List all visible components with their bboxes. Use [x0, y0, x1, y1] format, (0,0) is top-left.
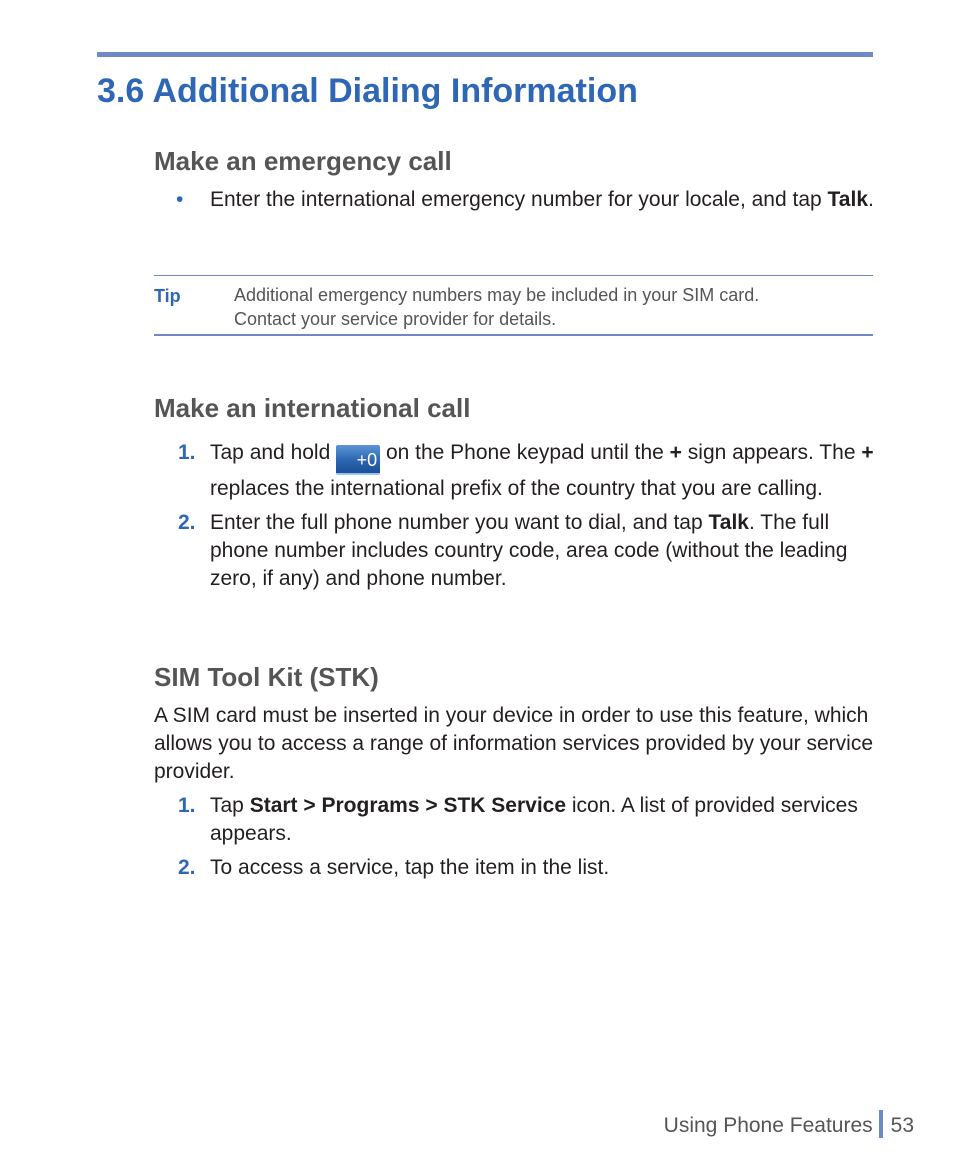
list-item — [154, 792, 874, 848]
page-number: 53 — [890, 1114, 914, 1137]
tip-label: Tip — [154, 286, 181, 306]
stk-steps — [154, 792, 874, 882]
emergency-heading: Make an emergency call — [154, 146, 452, 176]
tip-line-1: Additional emergency numbers may be included in your SIM card. — [234, 285, 760, 305]
step-text: icon. A list of provided services appears. — [210, 794, 858, 845]
bullet-end: . — [868, 188, 874, 211]
section-title: 3.6 Additional Dialing Information — [97, 72, 638, 110]
plus-zero-key-icon: +0 — [336, 445, 380, 475]
step-number: 2. — [178, 511, 196, 534]
tip-box — [154, 275, 873, 336]
step-text: Tap — [210, 794, 250, 817]
step-text: Tap and hold — [210, 441, 337, 464]
international-steps — [154, 439, 874, 593]
footer-divider — [879, 1110, 883, 1138]
bullet-icon: • — [176, 188, 184, 211]
bullet-text: Enter the international emergency number for your locale, and tap — [210, 188, 828, 211]
chapter-name: Using Phone Features — [663, 1114, 873, 1137]
talk-label: Talk — [827, 188, 868, 211]
tip-line-2: Contact your service provider for details. — [234, 309, 557, 329]
plus-sign: + — [861, 441, 874, 464]
step-text: To access a service, tap the item in the list. — [210, 856, 610, 879]
emergency-bullet — [154, 186, 874, 214]
step-text: Enter the full phone number you want to dial, and tap — [210, 511, 709, 534]
step-number: 1. — [178, 794, 196, 817]
stk-paragraph: A SIM card must be inserted in your device in order to use this feature, which allows you to access a range of information services provided by your service provider. — [154, 704, 874, 783]
list-item — [154, 509, 874, 593]
plus-sign: + — [669, 441, 682, 464]
talk-label: Talk — [708, 511, 749, 534]
step-text: replaces the international prefix of the country that you are calling. — [210, 477, 823, 500]
menu-path: Start > Programs > STK Service — [249, 794, 567, 817]
international-heading: Make an international call — [154, 393, 471, 423]
header-rule — [97, 52, 873, 57]
stk-heading: SIM Tool Kit (STK) — [154, 662, 379, 692]
step-number: 2. — [178, 856, 196, 879]
step-text: on the Phone keypad until the — [380, 441, 670, 464]
step-text: . The full phone number includes country code, area code (without the leading zero, if any) and phone number. — [210, 511, 848, 590]
page-footer — [664, 1110, 914, 1140]
tip-text — [234, 283, 864, 331]
step-text: sign appears. The — [681, 441, 862, 464]
list-item — [154, 439, 874, 503]
step-number: 1. — [178, 441, 196, 464]
list-item — [154, 854, 874, 882]
